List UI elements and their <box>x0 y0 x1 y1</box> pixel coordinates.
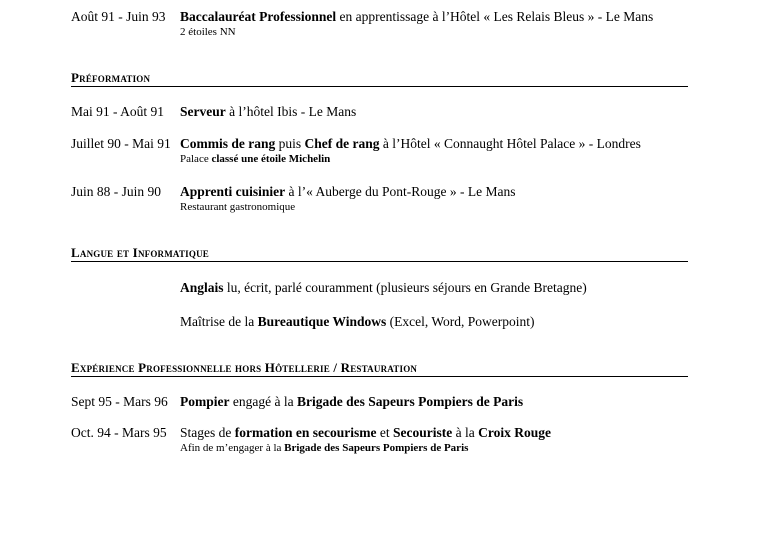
entry-description <box>180 184 515 200</box>
entry-subtext-prefix: Afin de m’engager à la <box>180 442 285 454</box>
entry-date: Sept 95 - Mars 96 <box>71 394 168 409</box>
entry-subtext: Restaurant gastronomique <box>180 201 296 213</box>
section-heading-langue: Langue et Informatique <box>71 245 688 262</box>
entry-subtext-prefix: Palace <box>180 153 212 165</box>
entry-role: Commis de rang <box>180 136 276 151</box>
entry-text: à l’hôtel Ibis - Le Mans <box>225 104 357 119</box>
skill-text: lu, écrit, parlé couramment (plusieurs séjours en Grande Bretagne) <box>223 280 587 295</box>
skill-bureautique <box>180 314 535 330</box>
entry-connector: puis <box>275 136 305 151</box>
section-heading-experience: Expérience Professionnelle hors Hôtellerie / Restauration <box>71 360 688 377</box>
entry-date: Mai 91 - Août 91 <box>71 104 164 119</box>
skill-prefix: Maîtrise de la <box>180 314 258 329</box>
entry-prefix: Stages de <box>180 425 235 440</box>
entry-text: en apprentissage à l’Hôtel « Les Relais Bleus » - Le Mans <box>336 9 654 24</box>
entry-description <box>180 425 551 441</box>
entry-organization: Croix Rouge <box>478 425 551 440</box>
entry-text: à l’Hôtel « Connaught Hôtel Palace » - Londres <box>379 136 641 151</box>
entry-training: formation en secourisme <box>234 425 377 440</box>
section-heading-preformation: Préformation <box>71 70 688 87</box>
entry-title: Baccalauréat Professionnel <box>180 9 337 24</box>
entry-description <box>180 136 641 152</box>
entry-text: à l’« Auberge du Pont-Rouge » - Le Mans <box>285 184 516 199</box>
entry-date: Juin 88 - Juin 90 <box>71 184 162 199</box>
entry-role: Pompier <box>180 394 230 409</box>
entry-subtext-bold: classé une étoile Michelin <box>211 153 331 165</box>
entry-date: Août 91 - Juin 93 <box>71 9 166 24</box>
entry-connector: à la <box>452 425 479 440</box>
entry-connector: engagé à la <box>229 394 297 409</box>
entry-subtext: 2 étoiles NN <box>180 26 236 38</box>
entry-role: Serveur <box>180 104 226 119</box>
entry-role: Secouriste <box>392 425 453 440</box>
entry-connector: et <box>376 425 393 440</box>
entry-date: Oct. 94 - Mars 95 <box>71 425 167 440</box>
skill-name: Bureautique Windows <box>257 314 387 329</box>
entry-description <box>180 9 653 25</box>
skill-english <box>180 280 587 296</box>
entry-organization: Brigade des Sapeurs Pompiers de Paris <box>296 394 524 409</box>
skill-text: (Excel, Word, Powerpoint) <box>386 314 535 329</box>
entry-subtext-bold: Brigade des Sapeurs Pompiers de Paris <box>284 442 469 454</box>
entry-role: Chef de rang <box>304 136 380 151</box>
entry-description <box>180 104 356 120</box>
entry-description <box>180 394 523 410</box>
skill-name: Anglais <box>180 280 224 295</box>
entry-subtext <box>180 152 330 166</box>
entry-role: Apprenti cuisinier <box>180 184 286 199</box>
entry-subtext <box>180 441 468 455</box>
entry-date: Juillet 90 - Mai 91 <box>71 136 171 151</box>
